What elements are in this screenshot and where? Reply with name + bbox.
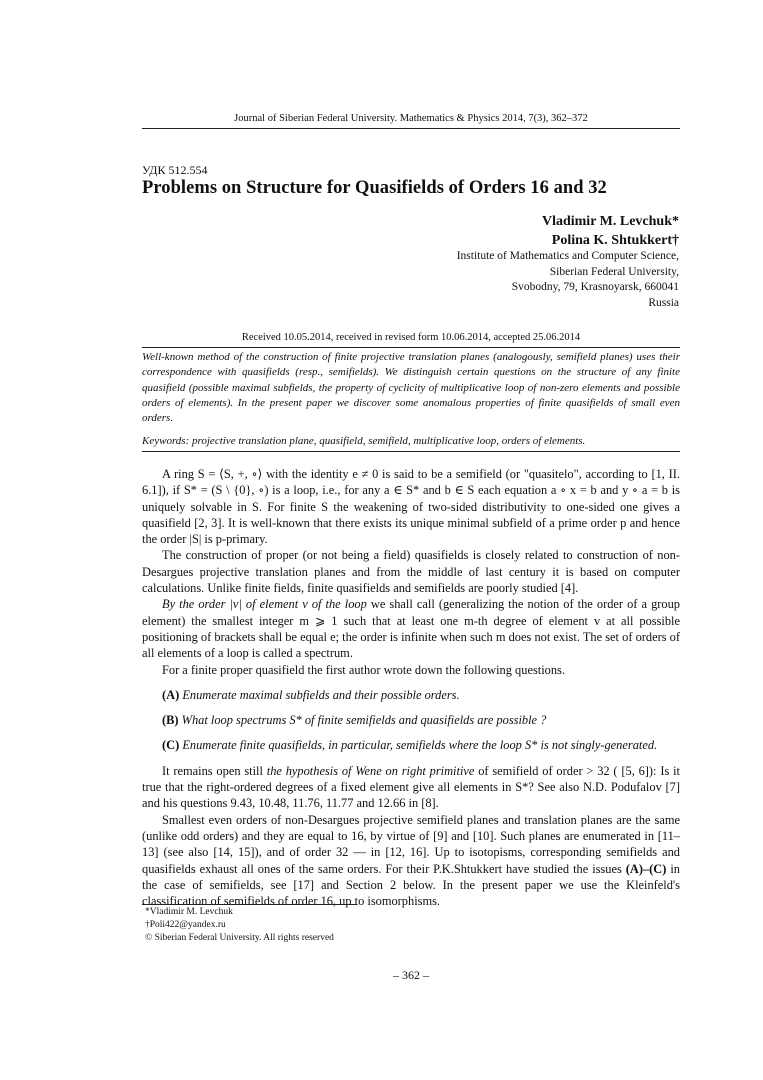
question-label: (B): [162, 713, 179, 728]
abstract-bottom-rule: [142, 451, 680, 452]
paragraph: A ring S = ⟨S, +, ∘⟩ with the identity e ≠ 0 is said to be a semifield (or "quasitelo", according to [1, II. 6.1]), if S* = (S \ {0}, ∘) is a loop, i.e., for any a ∈ S* and b ∈ S each equation a ∘ x = b and y ∘ a = b is uniquely solvable in S. For finite S the weakening of two-sided distributivity to one-sided one gives a quasifield [2, 3]. It is well-known that there exists its unique minimal subfield of a prime order p and hence the order |S| is p-primary.: [142, 467, 680, 547]
paragraph-text: It remains open still: [162, 763, 267, 778]
page-number: – 362 –: [393, 968, 429, 982]
italic-phrase: By the order |v| of element v of the loop: [162, 597, 367, 612]
question-text: Enumerate finite quasifields, in particular, semifields where the loop S* is not singly-generated.: [182, 738, 658, 753]
footnote-rule: [142, 904, 357, 905]
question-label: (A): [162, 687, 180, 702]
author-list: [542, 212, 679, 250]
affiliation: [457, 249, 679, 311]
question-b: [142, 712, 680, 728]
question-c: [142, 737, 680, 753]
keywords: Keywords: projective translation plane, quasifield, semifield, multiplicative loop, orders of elements.: [142, 435, 586, 447]
paragraph: [142, 596, 680, 661]
paragraph-text: Smallest even orders of non-Desargues projective semifield planes and translation planes are the same (unlike odd orders) and they are equal to 16, by virtue of [9] and [10]. Such planes are enumerated in [11–13] (see also [14, 15]), and of order 32 — in [12, 16]. Up to isotopisms, corresponding semifields and quasifields exhaust all ones of the same orders. For their P.K.Shtukkert have studied the issues: [142, 812, 680, 876]
bold-phrase: (A)–(C): [625, 861, 667, 876]
paragraph-text: in the case of semifields, see [17] and Section 2 below. In the present paper we use the Kleinfeld's classification of semifields of order 16, up to isomorphisms.: [142, 861, 680, 909]
body-text: [142, 466, 680, 909]
affiliation-line: Svobodny, 79, Krasnoyarsk, 660041: [511, 281, 679, 293]
paragraph-text: of semifield of order > 32 ( [5, 6]): Is it true that the right-ordered degrees of a fixed element give all elements in S*? See also N.D. Podufalov [7] and his questions 9.43, 10.48, 11.76, 11.77 and 12.66 in [8].: [142, 763, 680, 811]
author-2: Polina K. Shtukkert†: [551, 233, 679, 248]
paragraph: [142, 812, 680, 910]
question-label: (C): [162, 738, 180, 753]
journal-header: Journal of Siberian Federal University. Mathematics & Physics 2014, 7(3), 362–372: [234, 113, 588, 124]
question-text: Enumerate maximal subfields and their possible orders.: [182, 687, 460, 702]
paragraph: For a finite proper quasifield the first author wrote down the following questions.: [162, 662, 565, 677]
question-a: [142, 687, 680, 703]
abstract: Well-known method of the construction of finite projective translation planes (analogously, semifield planes) uses their correspondence with quasifields (resp., semifields). We distinguish certain questions on the structure of any finite quasifield (possible maximal subfields, the property of cyclicity of multiplicative loop of non-zero elements and possible orders of elements). In the present paper we discover some anomalous properties of finite quasifields of small even orders.: [142, 351, 680, 425]
affiliation-line: Institute of Mathematics and Computer Science,: [456, 250, 679, 262]
paragraph: The construction of proper (or not being a field) quasifields is closely related to construction of non-Desargues projective translation planes and from the middle of last century it is based on computer calculations. Unlike finite fields, finite quasifields and semifields are poorly studied [4].: [142, 548, 680, 596]
italic-phrase: the hypothesis of Wene on right primitive: [266, 763, 475, 778]
author-1: Vladimir M. Levchuk*: [541, 214, 679, 229]
footnote: © Siberian Federal University. All rights reserved: [145, 933, 334, 943]
abstract-top-rule: [142, 347, 680, 348]
received-dates: Received 10.05.2014, received in revised form 10.06.2014, accepted 25.06.2014: [241, 332, 581, 343]
udk-code: УДК 512.554: [142, 163, 208, 177]
paragraph: [142, 763, 680, 812]
header-rule: [142, 128, 680, 129]
paper-title: Problems on Structure for Quasifields of Orders 16 and 32: [142, 178, 607, 198]
footnote: †Poli422@yandex.ru: [145, 920, 226, 930]
footnotes: [145, 906, 334, 945]
footnote: *Vladimir M. Levchuk: [145, 907, 233, 917]
question-text: What loop spectrums S* of finite semifields and quasifields are possible ?: [181, 713, 547, 728]
affiliation-line: Russia: [648, 296, 679, 309]
affiliation-line: Siberian Federal University,: [549, 265, 679, 278]
paragraph-text: we shall call (generalizing the notion of the order of a group element) the smallest integer m ⩾ 1 such that at least one m-th degree of element v at all possible positioning of brackets shall be equal e; the order is infinite when such m does not exist. The set of orders of all elements of a loop is called a spectrum.: [142, 597, 680, 661]
